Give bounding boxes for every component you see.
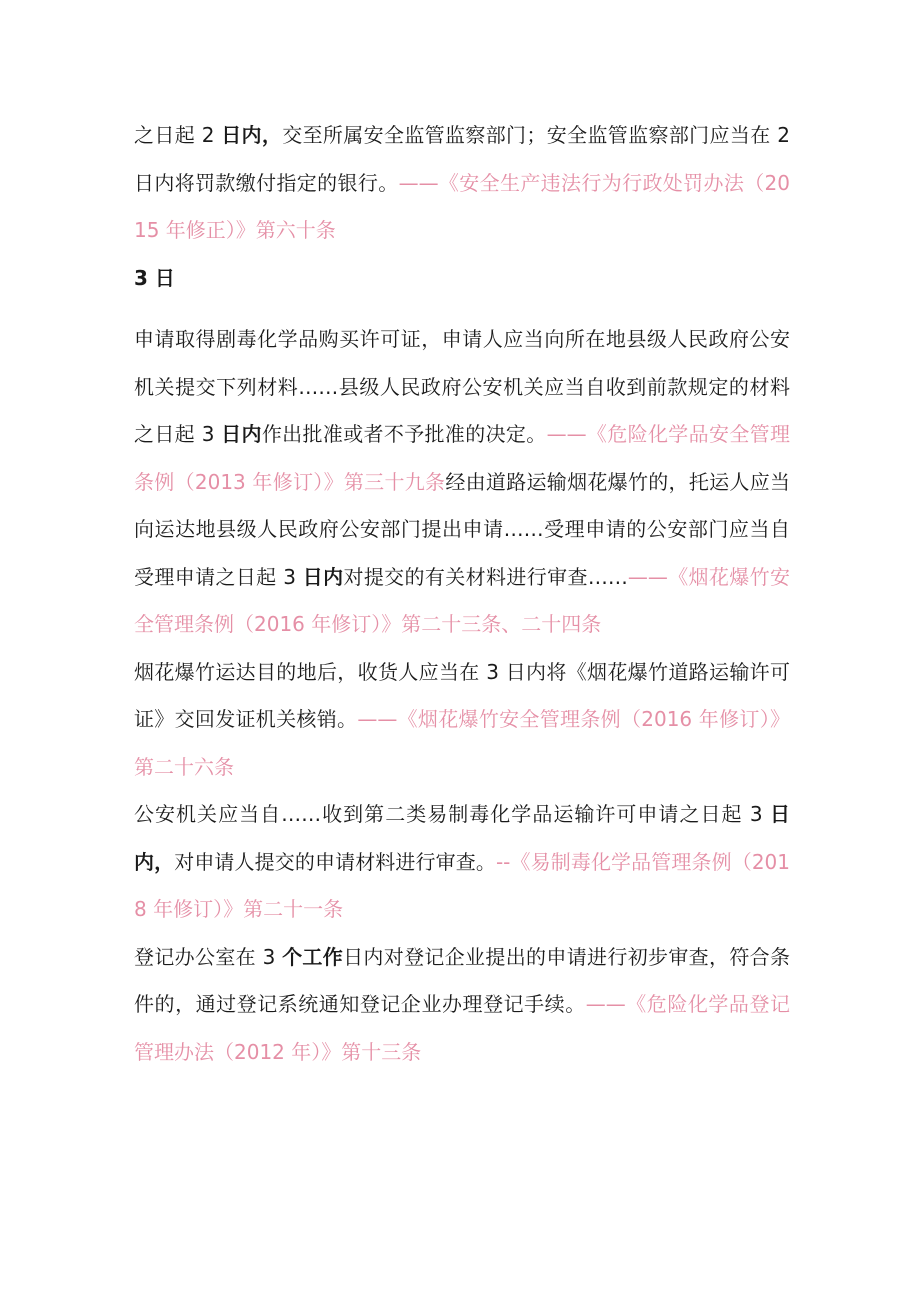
citation: --《易制毒化学品管理条例（2018 年修订）》第二十一条	[134, 849, 790, 921]
citation: ——《安全生产违法行为行政处罚办法（2015 年修正）》第六十条	[134, 170, 791, 242]
paragraph-section-2	[134, 649, 790, 792]
text-segment: 对申请人提交的申请材料进行审查。	[174, 849, 496, 874]
document-page	[134, 112, 790, 1076]
text-segment: 经由道路运输烟花爆竹的，托运人应当向运达地县级人民政府公安部门提出申请……受理申请的公安部门应当自受理申请之日起 3	[134, 469, 791, 589]
text-segment: 对提交的有关材料进行审查……	[343, 564, 628, 589]
paragraph-intro	[134, 112, 790, 255]
bold-text: 日内	[302, 564, 344, 589]
text-segment: 申请取得剧毒化学品购买许可证，申请人应当向所在地县级人民政府公安机关提交下列材料……县级人民政府公安机关应当自收到前款规定的材料之日起 3	[134, 327, 790, 446]
text-segment: 烟花爆竹运达目的地后，收货人应当在 3 日内将《烟花爆竹道路运输许可证》交回发证机关核销。	[134, 659, 790, 731]
text-segment: 之日起 2	[134, 123, 222, 147]
text-segment: 登记办公室在 3	[134, 944, 283, 969]
paragraph-section-1	[134, 316, 790, 649]
citation: ——《烟花爆竹安全管理条例（2016 年修订）》第二十六条	[134, 707, 791, 779]
bold-text: 日内，	[134, 802, 790, 874]
citation: ——《烟花爆竹安全管理条例（2016 年修订）》第二十三条、二十四条	[134, 564, 791, 636]
text-segment: 公安机关应当自……收到第二类易制毒化学品运输许可申请之日起 3	[134, 802, 770, 826]
bold-text: 日内	[221, 422, 262, 446]
text-segment: 作出批准或者不予批准的决定。	[261, 422, 547, 446]
text-segment: 日内对登记企业提出的申请进行初步审查，符合条件的，通过登记系统通知登记企业办理登记手续。	[134, 944, 790, 1016]
paragraph-section-3	[134, 791, 790, 934]
bold-text: 个工作	[282, 944, 344, 969]
citation: ——《危险化学品登记管理办法（2012 年）》第十三条	[134, 992, 791, 1064]
text-segment: 交至所属安全监管监察部门；安全监管监察部门应当在 2 日内将罚款缴付指定的银行。	[134, 123, 790, 195]
citation: ——《危险化学品安全管理条例（2013 年修订）》第三十九条	[134, 422, 790, 494]
section-heading: 3 日	[134, 265, 175, 290]
bold-text: 日内，	[221, 123, 283, 147]
paragraph-section-4	[134, 934, 790, 1077]
